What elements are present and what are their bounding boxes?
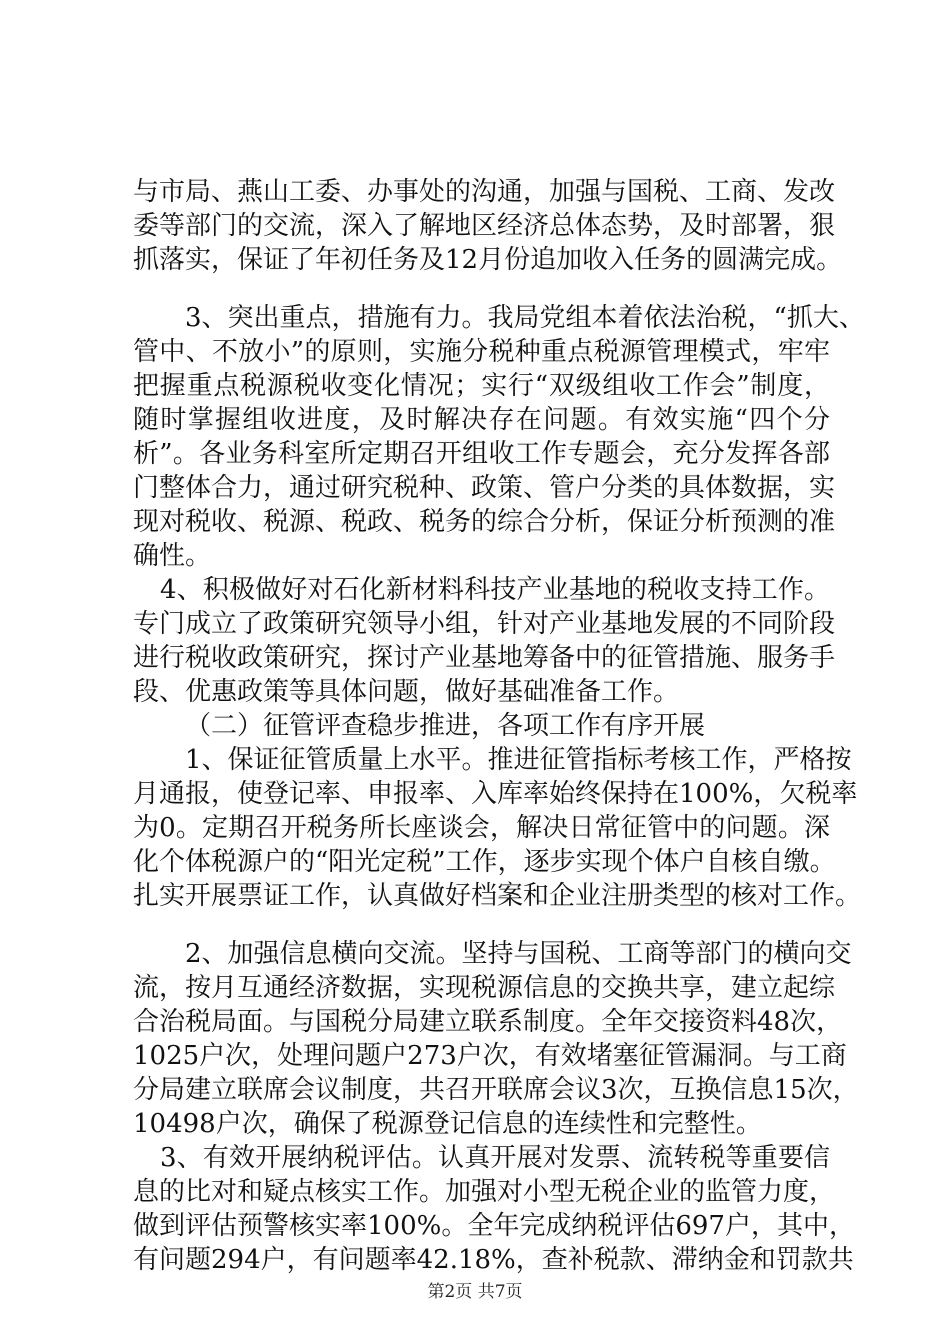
text-line: 月通报，使登记率、申报率、入库率始终保持在100%，欠税率 xyxy=(133,779,858,809)
text-line: 分局建立联席会议制度，共召开联席会议3次，互换信息15次， xyxy=(133,1075,859,1105)
text-line: 段、优惠政策等具体问题，做好基础准备工作。 xyxy=(133,677,680,707)
text-line: 化个体税源户的“阳光定税”工作，逐步实现个体户自核自缴。 xyxy=(133,847,836,877)
text-line: 流，按月互通经济数据，实现税源信息的交换共享，建立起综 xyxy=(133,973,836,1003)
paragraph-heading: 2、加强信息横向交流。坚持与国税、工商等部门的横向交 xyxy=(185,939,852,969)
paragraph-heading: 3、突出重点，措施有力。我局党组本着依法治税，“抓大、 xyxy=(185,303,865,333)
text-line: 抓落实，保证了年初任务及12月份追加收入任务的圆满完成。 xyxy=(133,245,843,275)
text-line: 10498户次，确保了税源登记信息的连续性和完整性。 xyxy=(133,1109,762,1139)
text-line: 为0。定期召开税务所长座谈会，解决日常征管中的问题。深 xyxy=(133,813,830,843)
text-line: 扎实开展票证工作，认真做好档案和企业注册类型的核对工作。 xyxy=(133,881,862,911)
text-line: 随时掌握组收进度，及时解决存在问题。有效实施“四个分 xyxy=(133,405,830,435)
text-line: 析”。各业务科室所定期召开组收工作专题会，充分发挥各部 xyxy=(133,439,830,469)
text-line: 确性。 xyxy=(133,541,212,571)
text-line: 委等部门的交流，深入了解地区经济总体态势，及时部署，狠 xyxy=(133,211,836,241)
section-heading: （二）征管评查稳步推进，各项工作有序开展 xyxy=(185,711,706,741)
text-line: 现对税收、税源、税政、税务的综合分析，保证分析预测的准 xyxy=(133,507,836,537)
text-line: 有问题294户，有问题率42.18%，查补税款、滞纳金和罚款共 xyxy=(133,1245,854,1275)
text-line: 进行税收政策研究，探讨产业基地筹备中的征管措施、服务手 xyxy=(133,643,836,673)
text-line: 门整体合力，通过研究税种、政策、管户分类的具体数据，实 xyxy=(133,473,836,503)
text-line: 专门成立了政策研究领导小组，针对产业基地发展的不同阶段 xyxy=(133,609,836,639)
text-line: 做到评估预警核实率100%。全年完成纳税评估697户，其中， xyxy=(133,1211,855,1241)
text-line: 与市局、燕山工委、办事处的沟通，加强与国税、工商、发改 xyxy=(133,177,836,207)
text-line: 管中、不放小”的原则，实施分税种重点税源管理模式，牢牢 xyxy=(133,337,830,367)
text-line: 息的比对和疑点核实工作。加强对小型无税企业的监管力度， xyxy=(133,1177,836,1207)
text-line: 合治税局面。与国税分局建立联系制度。全年交接资料48次， xyxy=(133,1007,843,1037)
paragraph-heading: 4、积极做好对石化新材料科技产业基地的税收支持工作。 xyxy=(160,575,830,605)
page-footer: 第2页 共7页 xyxy=(427,1282,523,1302)
paragraph-heading: 3、有效开展纳税评估。认真开展对发票、流转税等重要信 xyxy=(160,1143,830,1173)
text-line: 1025户次，处理问题户273户次，有效堵塞征管漏洞。与工商 xyxy=(133,1041,847,1071)
text-line: 把握重点税源税收变化情况；实行“双级组收工作会”制度， xyxy=(133,371,830,401)
paragraph-heading: 1、保证征管质量上水平。推进征管指标考核工作，严格按 xyxy=(185,745,852,775)
